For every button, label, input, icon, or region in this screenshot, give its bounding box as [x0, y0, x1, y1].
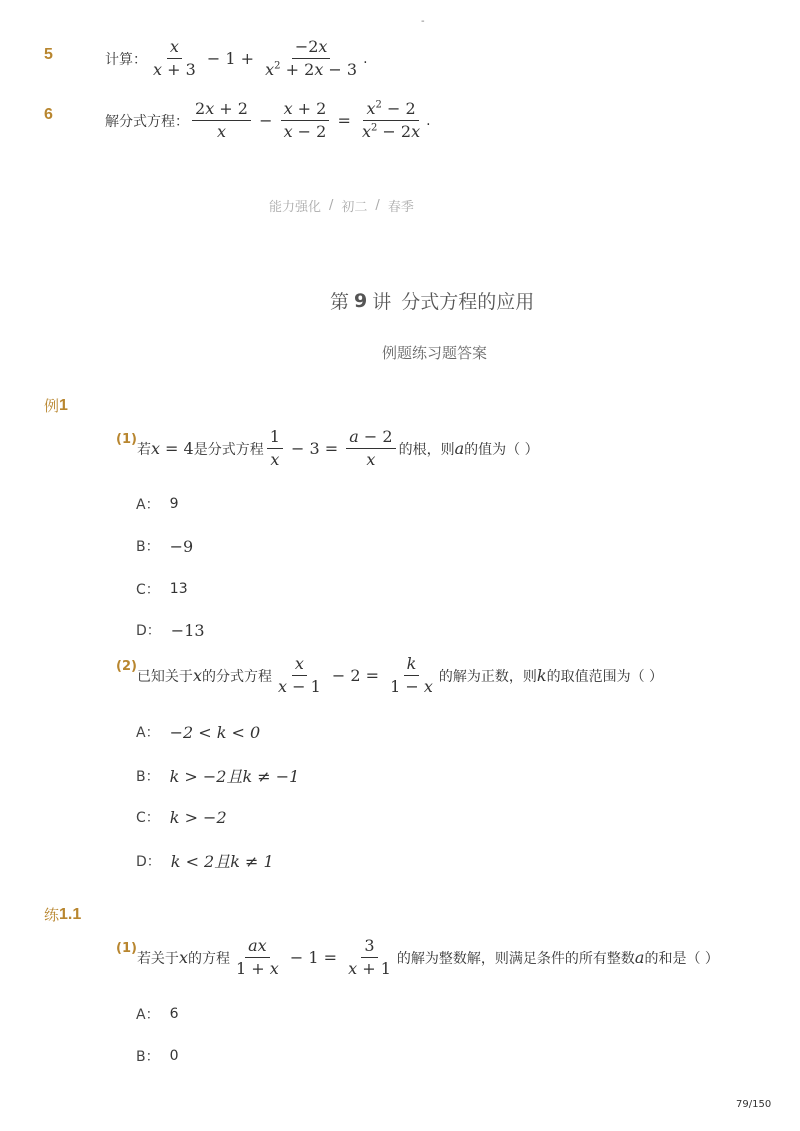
option-c[interactable]	[136, 807, 227, 827]
option-label: A：	[136, 1007, 160, 1023]
question-text: 若	[136, 441, 151, 458]
example-1-question-2: (2) 已知关于 x 的分式方程 $\frac{x}{x - 1}$ − 2 = $\frac{k}{1 - x}$ 的解为正数，则 k 的取值范围为（ ）	[116, 654, 664, 696]
option-a[interactable]	[136, 722, 260, 742]
question-text: 的方程	[187, 950, 230, 967]
question-text: 的和是（ ）	[644, 950, 719, 967]
option-value: 9	[169, 496, 179, 512]
option-b[interactable]	[136, 764, 299, 787]
option-a[interactable]	[136, 1004, 179, 1024]
section-subtitle: 例题练习题答案	[382, 344, 488, 362]
option-value: 0	[169, 1048, 179, 1064]
example-1-label	[44, 395, 68, 416]
option-label: B：	[136, 539, 160, 555]
lecture-number: 9	[354, 289, 368, 312]
question-text: 已知关于	[136, 668, 193, 685]
option-label: C：	[136, 810, 160, 826]
option-value: k < 2且k ≠ 1	[170, 852, 274, 871]
option-b[interactable]	[136, 1046, 179, 1066]
question-text: 的分式方程	[201, 668, 272, 685]
practice-label-char: 练	[44, 906, 60, 924]
option-d[interactable]	[136, 849, 274, 872]
option-value: −9	[169, 536, 194, 556]
example-1-question-1: (1) 若 x = 4 是分式方程 $\frac{1}{x}$ − 3 = $\frac{a - 2}{x}$ 的根，则 a 的值为（ ）	[116, 427, 539, 469]
page-top-mark: -	[421, 16, 425, 27]
example-label-char: 例	[44, 397, 60, 415]
problem-6-text: 解分式方程： $\frac{2x + 2}{x}$ − $\frac{x + 2}{x - 2}$ = $\frac{x^2 - 2}{x^2 - 2x}$ .	[105, 99, 431, 141]
practice-label-number: 1.1	[59, 905, 82, 923]
option-value: 6	[169, 1006, 179, 1022]
breadcrumb-separator: /	[375, 198, 380, 213]
fraction: $\frac{3}{x + 1}$	[348, 936, 391, 978]
fraction: $\frac{x}{x - 1}$	[277, 654, 321, 696]
breadcrumb-separator: /	[329, 198, 334, 213]
fraction: $\frac{a - 2}{x}$	[346, 428, 395, 469]
page-number: 79/150	[736, 1099, 772, 1110]
practice-1-1-question-1: (1) 若关于 x 的方程 $\frac{ax}{1 + x}$ − 1 = $\frac{3}{x + 1}$ 的解为整数解，则满足条件的所有整数 a 的和是（ ）	[116, 936, 719, 978]
option-label: C：	[136, 582, 160, 598]
option-value: 13	[169, 581, 188, 597]
option-value: −13	[170, 620, 205, 640]
fraction: $\frac{x}{x + 3}$	[153, 37, 196, 79]
breadcrumb-item: 能力强化	[269, 200, 322, 215]
problem-5-text: 计算： $\frac{x}{x + 3}$ − 1 + $\frac{-2x}{x^2 + 2x - 3}$ .	[105, 37, 368, 79]
problem-5-number: 5	[44, 46, 53, 63]
lecture-suffix: 讲	[372, 291, 392, 313]
question-text: 的解为正数，则	[438, 668, 537, 685]
option-d[interactable]	[136, 620, 205, 640]
problem-5-suffix: .	[363, 50, 368, 67]
question-text: 的根，则	[398, 441, 455, 458]
question-text: 是分式方程	[193, 441, 264, 458]
problem-6-prefix: 解分式方程：	[105, 113, 189, 130]
breadcrumb-item: 春季	[387, 200, 414, 215]
question-number: (1)	[116, 941, 137, 956]
question-number: (2)	[116, 659, 137, 674]
fraction: $\frac{1}{x}$	[267, 428, 283, 469]
example-label-number: 1	[59, 396, 68, 414]
option-value: k > −2	[169, 807, 227, 827]
question-text: 若关于	[136, 950, 179, 967]
option-label: A：	[136, 725, 160, 741]
fraction: $\frac{x + 2}{x - 2}$	[281, 100, 330, 141]
fraction: $\frac{-2x}{x^2 + 2x - 3}$	[265, 37, 358, 79]
question-text: 的取值范围为（ ）	[546, 668, 664, 685]
fraction: $\frac{2x + 2}{x}$	[192, 100, 251, 141]
option-label: B：	[136, 768, 160, 785]
option-label: B：	[136, 1049, 160, 1065]
question-text: 的值为（ ）	[464, 441, 539, 458]
option-label: A：	[136, 497, 160, 513]
lecture-name: 分式方程的应用	[401, 291, 535, 313]
problem-5-prefix: 计算：	[105, 51, 147, 68]
question-text: 的解为整数解，则满足条件的所有整数	[396, 950, 635, 967]
question-number: (1)	[116, 432, 137, 447]
problem-6-number: 6	[44, 106, 53, 123]
option-a[interactable]	[136, 494, 179, 514]
fraction: $\frac{k}{1 - x}$	[390, 654, 433, 696]
option-b[interactable]	[136, 536, 193, 556]
lecture-title	[330, 287, 534, 314]
option-label: D：	[136, 623, 161, 639]
option-label: D：	[136, 853, 161, 870]
lecture-prefix: 第	[330, 291, 350, 313]
practice-1-1-label	[44, 904, 81, 925]
fraction: $\frac{ax}{1 + x}$	[235, 936, 279, 978]
problem-6-suffix: .	[426, 112, 431, 129]
option-value: −2 < k < 0	[169, 722, 261, 742]
option-c[interactable]	[136, 579, 188, 599]
option-value: k > −2且k ≠ −1	[169, 767, 300, 786]
breadcrumb	[269, 196, 414, 215]
fraction: $\frac{x^2 - 2}{x^2 - 2x}$	[361, 99, 421, 141]
breadcrumb-item: 初二	[341, 200, 368, 215]
